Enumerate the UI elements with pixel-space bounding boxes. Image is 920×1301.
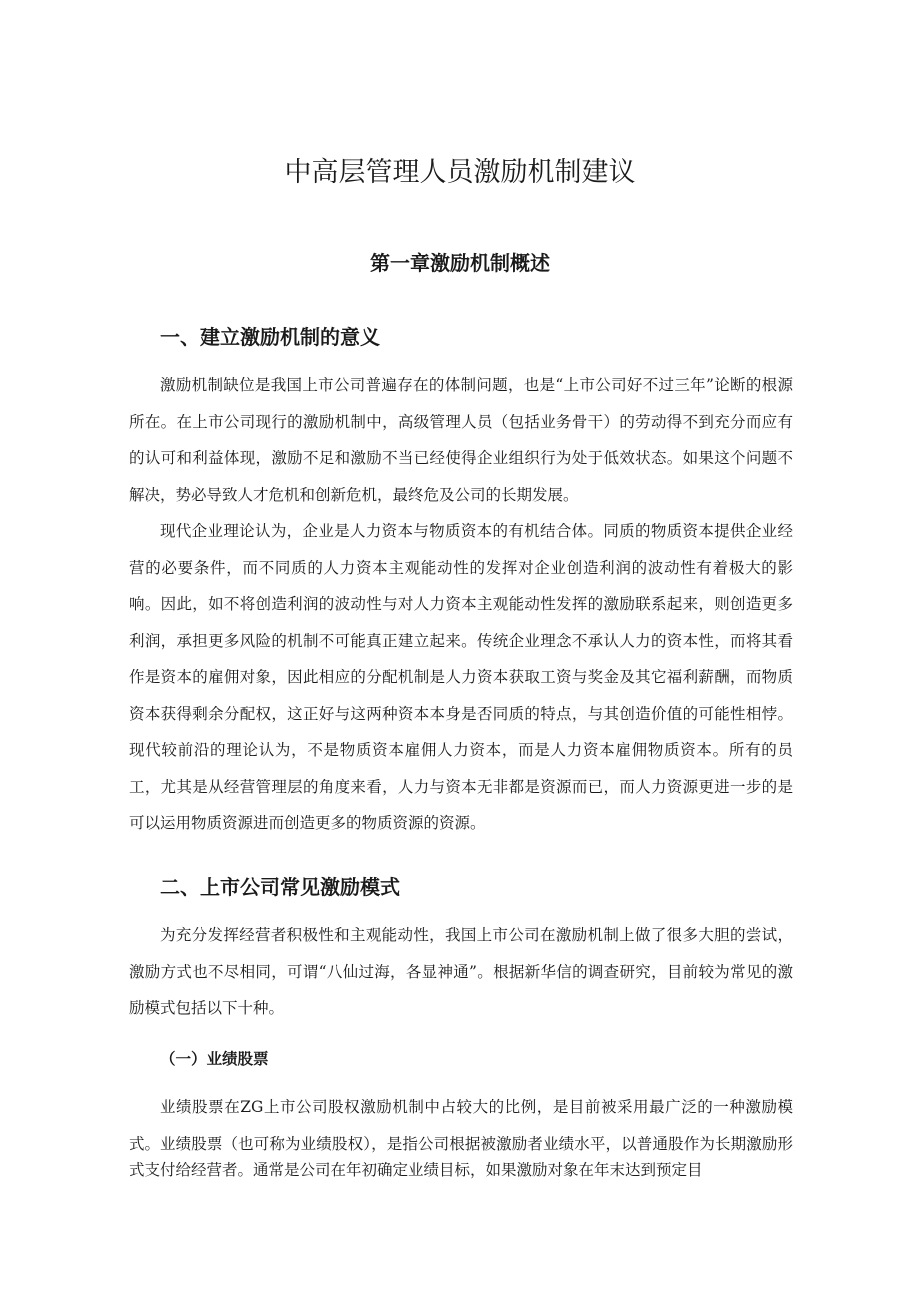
paragraph: 现代企业理论认为，企业是人力资本与物质资本的有机结合体。同质的物质资本提供企业经营的必要条件，而不同质的人力资本主观能动性的发挥对企业创造利润的波动性有着极大的影响。因此，如不将创造利润的波动性与对人力资本主观能动性发挥的激励联系起来，则创造更多利润，承担更多风险的机制不可能真正建立起来。传统企业理念不承认人力的资本性，而将其看作是资本的雇佣对象，因此相应的分配机制是人力资本获取工资与奖金及其它福利薪酬，而物质资本获得剩余分配权，这正好与这两种资本本身是否同质的特点，与其创造价值的可能性相悖。现代较前沿的理论认为，不是物质资本雇佣人力资本，而是人力资本雇佣物质资本。所有的员工，尤其是从经营管理层的角度来看，人力与资本无非都是资源而已，而人力资源更进一步的是可以运用物质资源进而创造更多的物质资源的资源。 (129, 522, 793, 832)
document-title: 中高层管理人员激励机制建议 (284, 157, 636, 188)
section-heading-2: 二、上市公司常见激励模式 (160, 875, 400, 899)
paragraph: 业绩股票在ZG上市公司股权激励机制中占较大的比例，是目前被采用最广泛的一种激励模式。 (129, 1098, 793, 1153)
paragraph: 为充分发挥经营者积极性和主观能动性，我国上市公司在激励机制上做了很多大胆的尝试，激励方式也不尽相同，可谓“八仙过海，各显神通”。根据新华信的调查研究，目前较为常见的激励模式包括以下十种。 (129, 926, 793, 1017)
chapter-heading: 第一章激励机制概述 (370, 251, 550, 275)
section-heading-1: 一、建立激励机制的意义 (160, 325, 380, 349)
paragraph: 业绩股票（也可称为业绩股权），是指公司根据被激励者业绩水平，以普通股作为长期激励形式支付给经营者。通常是公司在年初确定业绩目标，如果激励对象在年末达到预定目 (129, 1135, 793, 1179)
paragraph: 激励机制缺位是我国上市公司普遍存在的体制问题，也是“上市公司好不过三年”论断的根源所在。在上市公司现行的激励机制中，高级管理人员（包括业务骨干）的劳动得不到充分而应有的认可和利益体现，激励不足和激励不当已经使得企业组织行为处于低效状态。如果这个问题不解决，势必导致人才危机和创新危机，最终危及公司的长期发展。 (129, 376, 793, 504)
subsection-heading: （一）业绩股票 (160, 1050, 269, 1068)
